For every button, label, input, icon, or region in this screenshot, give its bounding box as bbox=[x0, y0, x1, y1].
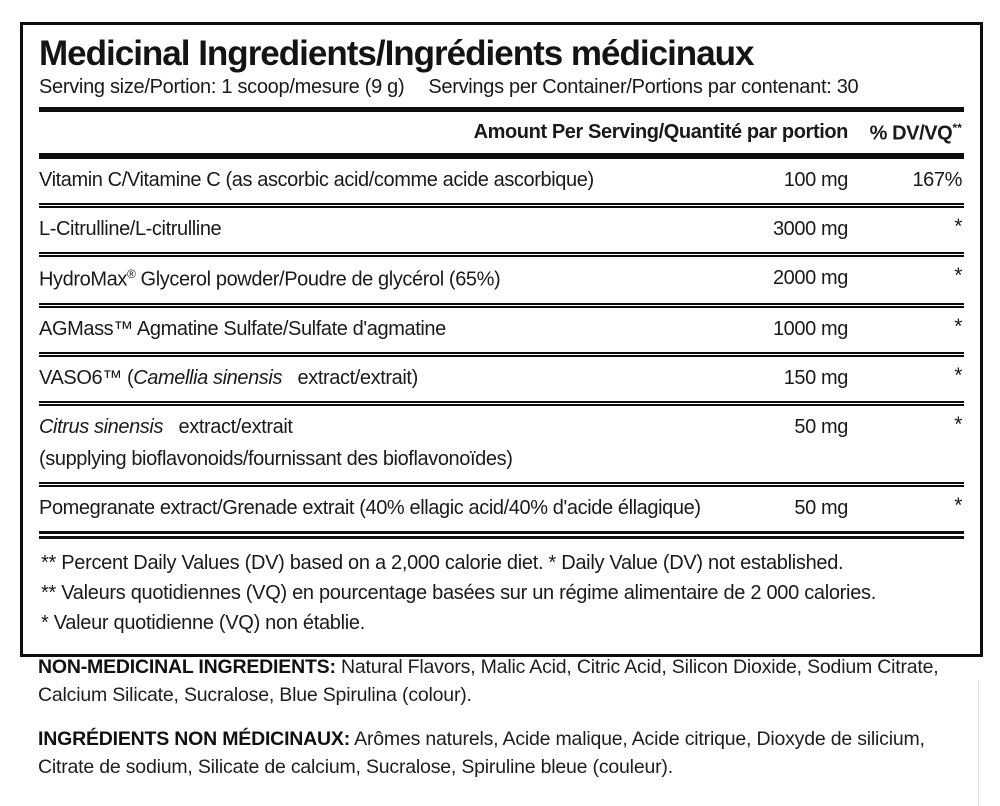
ingredient-dv: * bbox=[854, 305, 964, 354]
non-medicinal-ingredients-fr bbox=[38, 726, 963, 781]
ingredient-dv: * bbox=[854, 354, 964, 403]
ingredients-tbody bbox=[39, 156, 964, 531]
ingredient-name-part: Pomegranate extract/Grenade extrait (40% ellagic acid/40% d'acide éllagique) bbox=[39, 496, 701, 519]
table-row bbox=[39, 205, 964, 254]
footnote-vq-fr-2: * Valeur quotidienne (VQ) non établie. bbox=[41, 611, 366, 634]
servings-per-container: Servings per Container/Portions par contenant: 30 bbox=[428, 76, 859, 99]
ingredient-name-part: Glycerol powder/Poudre de glycérol (65%) bbox=[135, 268, 501, 291]
column-header-amount: Amount Per Serving/Quantité par portion bbox=[39, 112, 854, 156]
table-row bbox=[39, 403, 964, 484]
ingredient-name-part: HydroMax bbox=[39, 268, 127, 291]
ingredient-dv: * bbox=[854, 254, 964, 305]
table-row bbox=[39, 484, 964, 531]
ingredients-table bbox=[39, 112, 964, 530]
non-medicinal-ingredients-en bbox=[38, 654, 963, 709]
medicinal-ingredients-panel bbox=[20, 22, 983, 657]
footnote-dv-en: ** Percent Daily Values (DV) based on a 2,000 calorie diet. * Daily Value (DV) not established. bbox=[41, 551, 844, 574]
ingredient-name-part: Vitamin C/Vitamine C (as ascorbic acid/comme acide ascorbique) bbox=[39, 168, 594, 191]
ingredient-name-part: Citrus sinensis bbox=[39, 415, 164, 438]
footnote-vq-fr: ** Valeurs quotidiennes (VQ) en pourcentage basées sur un régime alimentaire de 2 000 calories. bbox=[41, 581, 876, 604]
table-row bbox=[39, 354, 964, 403]
ingredient-name bbox=[39, 254, 726, 305]
ingredient-name bbox=[39, 354, 726, 403]
table-row bbox=[39, 156, 964, 206]
ingredient-amount: 1000 mg bbox=[726, 305, 854, 354]
ingredient-name bbox=[39, 156, 726, 206]
ingredient-name-part: Camellia sinensis bbox=[133, 366, 283, 389]
ingredient-name bbox=[39, 305, 726, 354]
non-medicinal-label-en: NON-MEDICINAL INGREDIENTS: bbox=[38, 656, 336, 678]
table-row bbox=[39, 305, 964, 354]
ingredient-name-part: extract/extrait) bbox=[282, 366, 418, 389]
ingredient-amount: 150 mg bbox=[726, 354, 854, 403]
column-header-dv-asterisks: ** bbox=[952, 121, 962, 136]
ingredient-name bbox=[39, 403, 726, 484]
ingredient-name bbox=[39, 484, 726, 531]
table-row bbox=[39, 254, 964, 305]
column-header-dv-text: % DV/VQ bbox=[869, 122, 953, 145]
ingredient-dv: 167% bbox=[912, 168, 962, 191]
footnotes bbox=[39, 531, 964, 648]
non-medicinal-label-fr: INGRÉDIENTS NON MÉDICINAUX: bbox=[38, 728, 351, 750]
ingredient-amount: 100 mg bbox=[783, 168, 848, 191]
serving-info bbox=[39, 76, 964, 99]
ingredient-amount: 50 mg bbox=[726, 484, 854, 531]
non-medicinal-text-en: Natural Flavors, Malic Acid, Citric Acid, Silicon Dioxide, Sodium Citrate, Calcium Silicate, Sucralose, Blue Spirulina (colour). bbox=[38, 656, 939, 706]
panel-title: Medicinal Ingredients/Ingrédients médicinaux bbox=[39, 34, 754, 73]
ingredient-amount: 3000 mg bbox=[726, 205, 854, 254]
column-header-dv bbox=[854, 112, 964, 156]
table-header-row bbox=[39, 112, 964, 156]
ingredient-name-part: L-Citrulline/L-citrulline bbox=[39, 217, 222, 240]
ingredient-name bbox=[39, 205, 726, 254]
ingredient-name-part: ® bbox=[126, 266, 136, 281]
non-medicinal-text-fr: Arômes naturels, Acide malique, Acide citrique, Dioxyde de silicium, Citrate de sodium, Silicate de calcium, Sucralose, Spiruline bleue (couleur). bbox=[38, 728, 925, 778]
serving-size: Serving size/Portion: 1 scoop/mesure (9 g) bbox=[39, 76, 405, 99]
capture-edge-seam bbox=[978, 680, 979, 806]
ingredient-amount: 50 mg bbox=[726, 403, 854, 484]
ingredient-dv: * bbox=[854, 403, 964, 484]
ingredient-subtext: (supplying bioflavonoids/fournissant des bioflavonoïdes) bbox=[39, 447, 513, 470]
ingredient-name-part: VASO6™ ( bbox=[39, 366, 134, 389]
ingredient-name-part: extract/extrait bbox=[163, 415, 293, 438]
ingredient-name-part: AGMass™ Agmatine Sulfate/Sulfate d'agmatine bbox=[39, 317, 446, 340]
ingredient-dv: * bbox=[854, 484, 964, 531]
ingredient-dv: * bbox=[854, 205, 964, 254]
ingredient-amount: 2000 mg bbox=[726, 254, 854, 305]
